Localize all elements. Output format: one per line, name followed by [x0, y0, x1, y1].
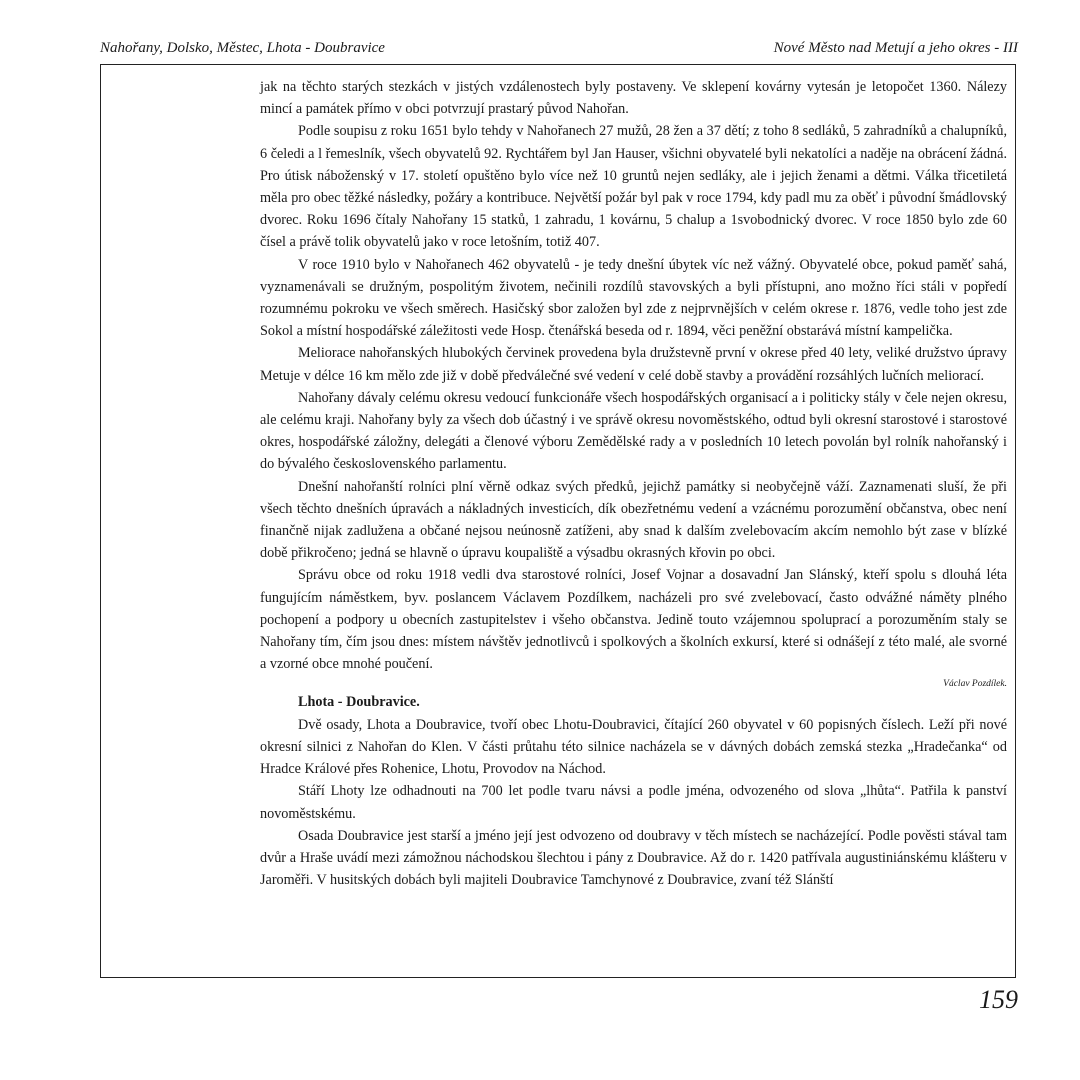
paragraph: Dvě osady, Lhota a Doubravice, tvoří obec Lhotu-Doubravici, čítající 260 obyvatel v 60 popisných číslech. Leží při nové okresní silnici z Nahořan do Klen. V části průtahu této silnice nacházela se v dávných dobách zemská stezka „Hradečanka“ od Hradce Králové přes Rohenice, Lhotu, Provodov na Náchod.: [260, 716, 1007, 778]
paragraph: Stáří Lhoty lze odhadnouti na 700 let podle tvaru návsi a podle jména, odvozeného od slova „lhůta“. Patřila k panství novoměstskému.: [260, 783, 1007, 822]
paragraph: Podle soupisu z roku 1651 bylo tehdy v Nahořanech 27 mužů, 28 žen a 37 dětí; z toho 8 sedláků, 5 zahradníků a chalupníků, 6 čeledi a l řemeslník, všech obyvatelů 92. Rychtářem byl Jan Hauser, všichni obyvatelé byli nekatolíci a naděje na obrácení žádná. Pro útisk náboženský v 17. století opuštěno bylo více než 10 gruntů nejen sedláky, ale i jejich ženami a dětmi. Válka třicetiletá měla pro obec těžké následky, požáry a kontribuce. Největší požár byl pak v roce 1794, kdy padl mu za oběť i původní šmádlovský dvorec. Roku 1696 čítaly Nahořany 15 statků, 1 zahradu, 1 kovárnu, 5 chalup a 1svobodnický dvorec. V roce 1850 bylo zde 60 čísel a právě tolik obyvatelů jako v roce letošním, totiž 407.: [260, 123, 1007, 251]
paragraph: Osada Doubravice jest starší a jméno její jest odvozeno od doubravy v těch místech se nacházející. Podle pověsti stával tam dvůr a Hraše uvádí mezi zámožnou náchodskou šlechtou i pány z Doubravice. Až do r. 1420 patřívala augustiniánskému klášteru v Jaroměři. V husitských dobách byli majiteli Doubravice Tamchynové z Doubravice, zvaní též Slánští: [260, 827, 1007, 889]
paragraph: Nahořany dávaly celému okresu vedoucí funkcionáře všech hospodářských organisací a i politicky stály v čele nejen okresu, ale celému kraji. Nahořany byly za všech dob účastný i ve správě okresu novoměstského, odtud byli okresní starostové i starostové okres, hospodářské záložny, delegáti a členové výboru Zemědělské rady a v posledních 10 letech povolán byl rolník nahořanský i do bývalého československého parlamentu.: [260, 389, 1007, 473]
page-number: 159: [979, 985, 1018, 1014]
running-head-right: Nové Město nad Metují a jeho okres - III: [773, 40, 1018, 56]
section-body: [260, 714, 1007, 892]
article-body: [260, 76, 1007, 691]
running-head-left: Nahořany, Dolsko, Městec, Lhota - Doubravice: [100, 40, 385, 56]
paragraph: jak na těchto starých stezkách v jistých vzdálenostech byly postaveny. Ve sklepení kovárny vytesán je letopočet 1360. Nálezy mincí a památek přímo v obci potvrzují prastarý původ Nahořan.: [260, 79, 1007, 118]
paragraph: Dnešní nahořanští rolníci plní věrně odkaz svých předků, jejichž památky si neobyčejně váží. Zaznamenati sluší, že při všech těchto dnešních úpravách a nákladných investicích, dík obezřetnému vedení a vzácnému porozumění občanstva, obec není finančně nijak zadlužena a občané nejsou neúnosně zatíženi, aby snad k dalším zvelebovacím akcím nemohlo být zase v blízké době přikročeno; jedná se hlavně o úpravu koupaliště a výsadbu okrasných křovin po obci.: [260, 478, 1007, 562]
paragraph: V roce 1910 bylo v Nahořanech 462 obyvatelů - je tedy dnešní úbytek víc než vážný. Obyvatelé obce, pokud paměť sahá, vyznamenávali se družným, pospolitým životem, nečinili rozdílů stavovských a byli přístupni, ano možno říci stáli v popředí rozumnému pokroku ve všech směrech. Hasičský sbor založen byl zde z nejprvnějších v celém okrese r. 1876, vedle toho jest zde Sokol a místní hospodářské záležitosti vede Hosp. čtenářská beseda od r. 1894, věci peněžní obstarává místní kampelička.: [260, 256, 1007, 340]
page-content: [260, 76, 1007, 891]
paragraph: Meliorace nahořanských hlubokých červinek provedena byla družstevně první v okrese před 40 lety, veliké družstvo úpravy Metuje v délce 16 km mělo zde již v době předválečné své vedení v celé době stavby a provádění rozsáhlých lučních meliorací.: [260, 345, 1007, 384]
paragraph: Správu obce od roku 1918 vedli dva starostové rolníci, Josef Vojnar a dosavadní Jan Slánský, kteří spolu s dlouhá léta fungujícím náměstkem, byv. poslancem Václavem Pozdílkem, nacházeli pro své zvelebovací, často odvážné náměty plného pochopení a podpory u obecních zastupitelstev i všeho občanstva. Jedině touto vzájemnou spoluprací a porozuměním staly se Nahořany tím, čím jsou dnes: místem návštěv jednotlivců i spolkových a školních exkursí, které si odnášejí z této malé, ale svorné a vzorné obce mnohé poučení.: [260, 567, 1007, 673]
section-heading: Lhota - Doubravice.: [298, 694, 420, 711]
author-signature: Václav Pozdílek.: [943, 679, 1007, 690]
